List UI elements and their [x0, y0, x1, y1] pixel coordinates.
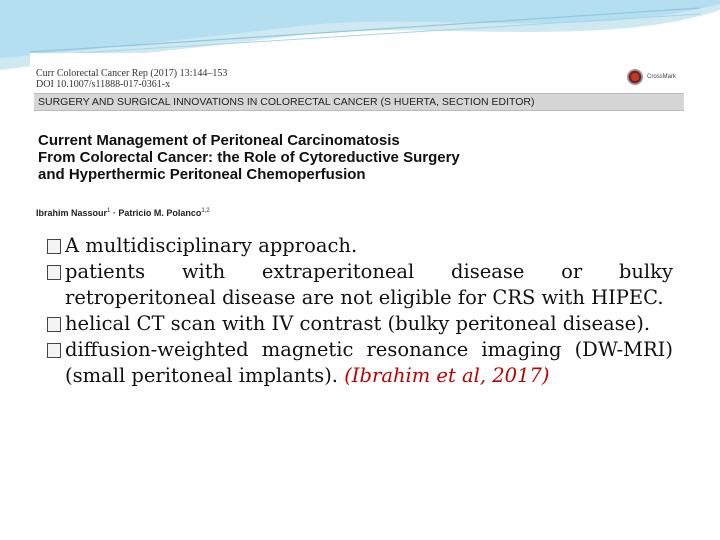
paper-title-line-2: From Colorectal Cancer: the Role of Cytoreductive Surgery — [38, 149, 460, 166]
bullet-icon — [47, 239, 61, 254]
bullet-text: diffusion-weighted magnetic resonance imaging (DW-MRI) (small peritoneal implants). — [65, 338, 673, 387]
section-banner — [34, 93, 684, 111]
paper-authors — [36, 208, 210, 218]
author-2-affiliation: 1,2 — [201, 208, 210, 214]
bullet-item — [47, 337, 673, 389]
bullet-text: helical CT scan with IV contrast (bulky peritoneal disease). — [65, 312, 651, 335]
bullet-icon — [47, 317, 61, 332]
journal-doi: DOI 10.1007/s11888-017-0361-x — [36, 79, 171, 90]
section-title: SURGERY AND SURGICAL INNOVATIONS IN COLORECTAL CANCER (S HUERTA, SECTION EDITOR) — [38, 96, 535, 108]
paper-title — [38, 132, 688, 183]
paper-title-line-1: Current Management of Peritoneal Carcinomatosis — [38, 132, 400, 149]
citation: (Ibrahim et al, 2017) — [344, 364, 550, 387]
crossmark-badge — [627, 69, 676, 85]
journal-line-1: Curr Colorectal Cancer Rep (2017) 13:144–153 — [36, 68, 228, 79]
bullet-item — [47, 311, 673, 337]
crossmark-label: CrossMark — [646, 74, 676, 80]
bullet-text: patients with extraperitoneal disease or bulky retroperitoneal disease are not eligible for CRS with HIPEC. — [65, 260, 673, 309]
author-separator: · — [110, 208, 119, 218]
paper-header-image — [30, 53, 698, 226]
author-1-affiliation: 1 — [107, 208, 111, 214]
author-1: Ibrahim Nassour — [36, 208, 108, 218]
journal-citation — [36, 68, 227, 90]
crossmark-icon — [627, 69, 643, 85]
bullet-text: A multidisciplinary approach. — [65, 234, 358, 257]
bullet-list — [47, 233, 673, 389]
bullet-item — [47, 233, 673, 259]
author-2: Patricio M. Polanco — [118, 208, 202, 218]
bullet-item — [47, 259, 673, 311]
bullet-icon — [47, 265, 61, 280]
bullet-icon — [47, 343, 61, 358]
paper-title-line-3: and Hyperthermic Peritoneal Chemoperfusion — [38, 166, 366, 183]
